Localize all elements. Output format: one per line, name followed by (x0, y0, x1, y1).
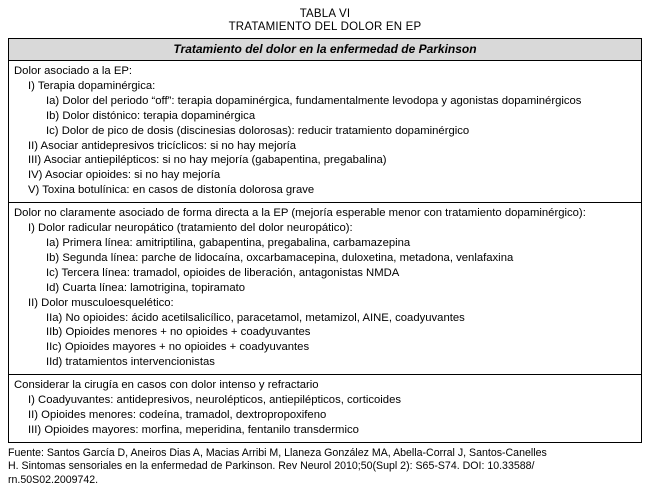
table-line: I) Coadyuvantes: antidepresivos, neurolépticos, antiepilépticos, corticoides (28, 394, 402, 407)
table-line: Dolor asociado a la EP: (14, 65, 133, 77)
table-line: I) Terapia dopaminérgica: (28, 79, 156, 92)
table-line: Ic) Tercera línea: tramadol, opioides de liberación, antagonistas NMDA (46, 266, 400, 279)
table-section (9, 61, 641, 203)
table-sections (9, 61, 641, 443)
table-line: III) Asociar antiepilépticos: si no hay mejoría (gabapentina, pregabalina) (28, 154, 387, 167)
table-line: II) Opioides menores: codeína, tramadol, dextropropoxifeno (28, 408, 327, 421)
table-line: V) Toxina botulínica: en casos de distonía dolorosa grave (28, 184, 315, 197)
table-line: IIa) No opioides: ácido acetilsalicílico, paracetamol, metamizol, AINE, coadyuvantes (46, 311, 465, 324)
table-section (9, 375, 641, 443)
table-label: TABLA VI (299, 8, 351, 20)
table-line: Ib) Segunda línea: parche de lidocaína, oxcarbamacepina, duloxetina, metadona, venlafaxina (46, 251, 514, 264)
table-line: Dolor no claramente asociado de forma directa a la EP (mejoría esperable menor con tratamiento dopaminérgico): (14, 207, 586, 220)
table-line: IV) Asociar opioides: si no hay mejoría (28, 169, 221, 182)
table-line: Ic) Dolor de pico de dosis (discinesias dolorosas): reducir tratamiento dopaminérgico (46, 124, 470, 137)
table-line: Ib) Dolor distónico: terapia dopaminérgica (46, 109, 256, 122)
table-line: I) Dolor radicular neuropático (tratamiento del dolor neuropático): (28, 222, 353, 235)
treatment-table (8, 38, 642, 443)
source-line: H. Sintomas sensoriales en la enfermedad de Parkinson. Rev Neurol 2010;50(Supl 2): S65-S74. DOI: 10.33588/ (8, 460, 535, 473)
source-footer (8, 447, 642, 488)
table-line: Considerar la cirugía en casos con dolor intenso y refractario (14, 379, 319, 392)
table-line: II) Dolor musculoesquelético: (28, 296, 174, 309)
table-line: Ia) Primera línea: amitriptilina, gabapentina, pregabalina, carbamazepina (46, 236, 411, 249)
table-line: Ia) Dolor del periodo “off”: terapia dopaminérgica, fundamentalmente levodopa y agonistas dopaminérgicos (46, 94, 582, 107)
table-line: Id) Cuarta línea: lamotrigina, topiramato (46, 281, 246, 294)
table-line: IIb) Opioides menores + no opioides + coadyuvantes (46, 326, 311, 339)
table-line: III) Opioides mayores: morfina, meperidina, fentanilo transdermico (28, 423, 359, 436)
table-section (9, 203, 641, 375)
table-line: IIc) Opioides mayores + no opioides + coadyuvantes (46, 341, 310, 354)
table-line: IId) tratamientos intervencionistas (46, 356, 215, 369)
table-header-band: Tratamiento del dolor en la enfermedad de Parkinson (9, 39, 641, 61)
source-line: rn.50S02.2009742. (8, 473, 99, 486)
table-title: TRATAMIENTO DEL DOLOR EN EP (228, 21, 422, 33)
table-line: II) Asociar antidepresivos tricíclicos: si no hay mejoría (28, 139, 297, 152)
source-line: Fuente: Santos García D, Aneiros Dias A, Macias Arribi M, Llaneza González MA, Abella-Corral J, Santos-Canelles (8, 446, 547, 459)
